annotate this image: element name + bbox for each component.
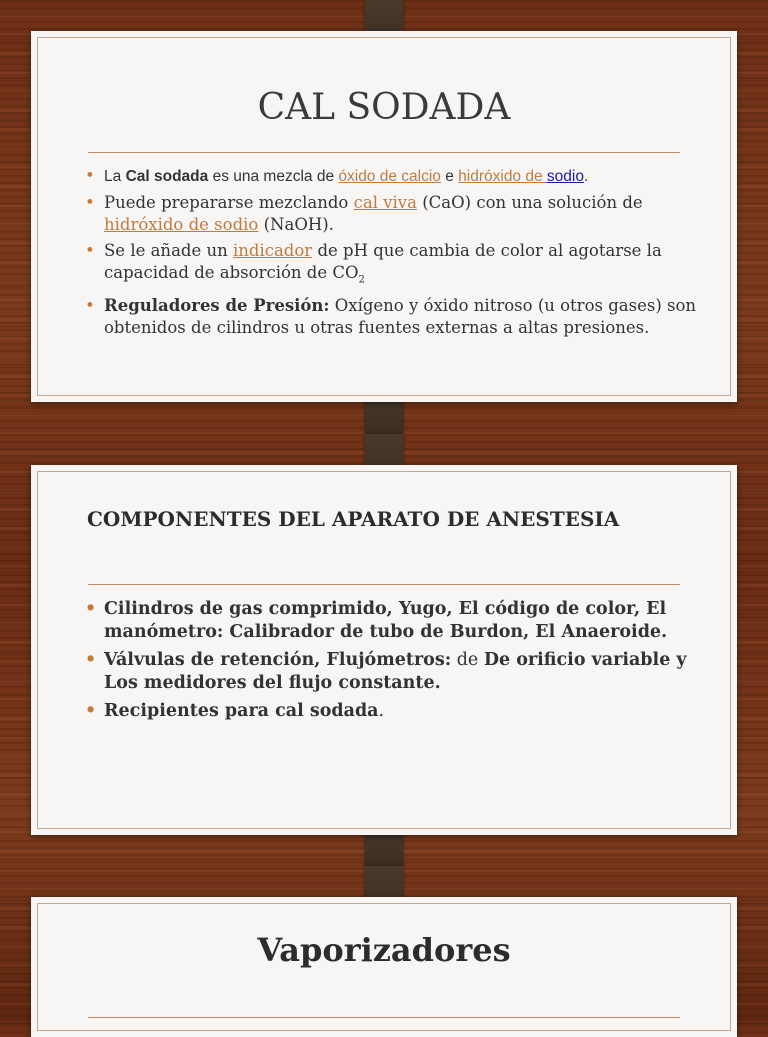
link-hidroxido-de-sodio[interactable]: hidróxido de sodio: [104, 215, 259, 234]
slide-title: COMPONENTES DEL APARATO DE ANESTESIA: [87, 507, 620, 531]
text: .: [583, 168, 589, 185]
slide-cal-sodada: [31, 31, 737, 402]
bullet-list: [83, 165, 707, 343]
text: .: [378, 701, 385, 721]
title-divider: [88, 584, 680, 585]
bold-text: Cal sodada: [125, 168, 209, 185]
text: (CaO) con una solución de: [416, 193, 643, 212]
slide-title: CAL SODADA: [257, 87, 511, 128]
text: de: [451, 650, 484, 670]
text: Cilindros de gas comprimido, Yugo, El código de color, El manómetro: Calibrador de tubo de Burdon, El Anaeroide.: [104, 599, 668, 642]
list-item: [83, 598, 707, 644]
bullet-icon: •: [85, 241, 95, 260]
text: e: [440, 168, 459, 185]
list-item: [83, 649, 707, 695]
list-item: [83, 295, 707, 339]
title-divider: [88, 152, 680, 153]
slide-componentes: [31, 465, 737, 835]
link-cal-viva[interactable]: cal viva: [353, 193, 417, 212]
bullet-icon: •: [85, 701, 97, 721]
link-sodio[interactable]: sodio: [546, 168, 584, 185]
bold-text: Recipientes para cal sodada: [104, 701, 379, 721]
text: es una mezcla de: [208, 168, 339, 185]
bold-text: Reguladores de Presión:: [104, 296, 330, 316]
bold-text: Válvulas de retención, Flujómetros:: [104, 650, 452, 670]
slide-vaporizadores: [31, 897, 737, 1037]
link-hidroxido-de[interactable]: hidróxido de: [458, 168, 547, 185]
bullet-list: [83, 598, 707, 728]
list-item: [83, 700, 707, 723]
subscript: 2: [358, 274, 365, 286]
link-indicador[interactable]: indicador: [232, 241, 313, 260]
text: (NaOH).: [258, 215, 334, 234]
bullet-icon: •: [85, 166, 95, 185]
title-divider: [88, 1017, 680, 1018]
text: Se le añade un: [104, 241, 233, 260]
link-oxido-de-calcio[interactable]: óxido de calcio: [338, 168, 441, 185]
text: Oxígeno y óxido nitroso (u otros gases) son obtenidos de cilindros u otras fuentes externas a altas presiones.: [104, 296, 697, 338]
text: La: [104, 168, 126, 185]
text: de pH que cambia de color al agotarse la capacidad de absorción de CO: [104, 241, 662, 282]
bullet-icon: •: [85, 599, 97, 619]
bold-text: De orificio variable y Los medidores del flujo constante.: [104, 650, 687, 693]
bullet-icon: •: [85, 193, 95, 212]
bullet-icon: •: [85, 296, 95, 316]
slide-title: Vaporizadores: [257, 931, 511, 969]
list-item: [83, 240, 707, 291]
list-item: [83, 165, 707, 188]
bullet-icon: •: [85, 650, 97, 670]
list-item: [83, 192, 707, 236]
text: Puede prepararse mezclando: [104, 193, 354, 212]
